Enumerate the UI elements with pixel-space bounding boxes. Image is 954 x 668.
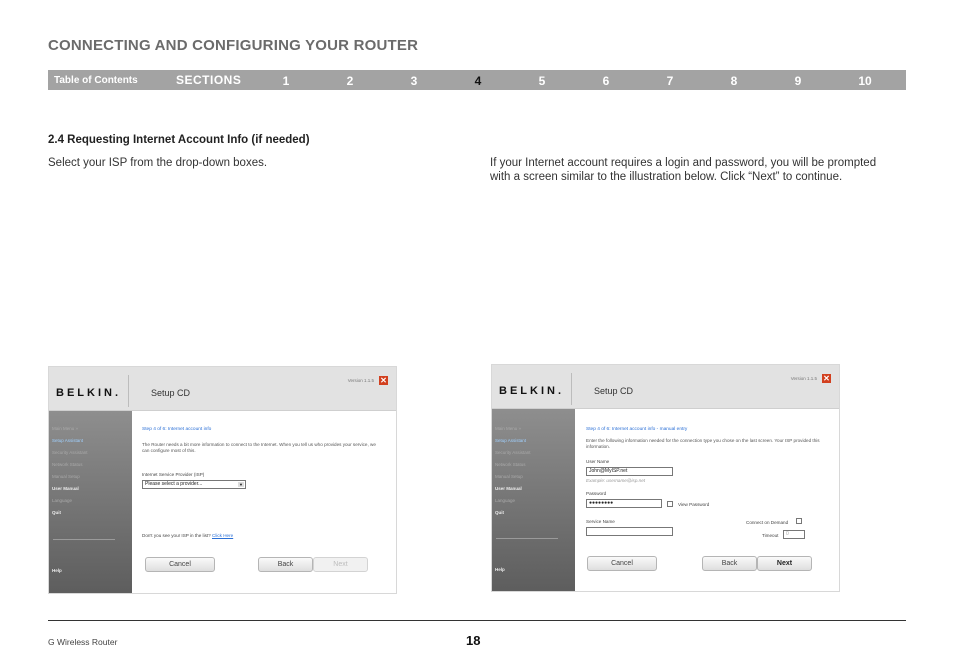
next-button[interactable]: Next bbox=[757, 556, 812, 571]
cancel-button[interactable]: Cancel bbox=[587, 556, 657, 571]
sidebar-item-main-menu[interactable]: Main Menu » bbox=[52, 426, 79, 431]
chevron-down-icon: ▼ bbox=[239, 482, 243, 487]
header-divider bbox=[571, 373, 572, 405]
sidebar-divider bbox=[53, 539, 115, 540]
setup-title: Setup CD bbox=[594, 386, 634, 396]
nav-section-10[interactable]: 10 bbox=[858, 74, 872, 88]
view-password-checkbox[interactable] bbox=[667, 501, 673, 507]
sidebar-item-help[interactable]: Help bbox=[52, 568, 62, 573]
sidebar-item-quit[interactable]: Quit bbox=[52, 510, 61, 515]
header-divider bbox=[128, 375, 129, 407]
version-label: Version 1.1.5 bbox=[347, 378, 374, 383]
nav-section-4[interactable]: 4 bbox=[474, 74, 482, 88]
view-password-label: View Password bbox=[678, 502, 710, 507]
sidebar-item-network-status[interactable]: Network Status bbox=[52, 462, 83, 467]
footer-product: G Wireless Router bbox=[48, 637, 118, 647]
version-label: Version 1.1.5 bbox=[790, 376, 817, 381]
sidebar-item-user-manual[interactable]: User Manual bbox=[52, 486, 79, 491]
setup-title: Setup CD bbox=[151, 388, 191, 398]
section-heading: 2.4 Requesting Internet Account Info (if needed) bbox=[48, 134, 310, 146]
setup-cd-isp-screenshot bbox=[48, 366, 397, 594]
setup-sidebar bbox=[49, 411, 132, 594]
back-button[interactable]: Back bbox=[258, 557, 313, 572]
close-x-icon[interactable]: ✕ bbox=[823, 374, 830, 383]
right-instruction: If your Internet account requires a login and password, you will be prompted with a screen similar to the illustration below. Click “Next” to continue. bbox=[490, 157, 877, 183]
sidebar-item-manual-setup[interactable]: Manual Setup bbox=[495, 474, 523, 479]
password-label: Password bbox=[586, 491, 607, 496]
nav-section-9[interactable]: 9 bbox=[794, 74, 802, 88]
service-name-label: Service Name bbox=[586, 519, 615, 524]
sidebar-item-manual-setup[interactable]: Manual Setup bbox=[52, 474, 80, 479]
isp-label: Internet Service Provider (ISP) bbox=[142, 472, 205, 477]
isp-select[interactable] bbox=[142, 480, 246, 489]
sidebar-item-setup-assistant[interactable]: Setup Assistant bbox=[495, 438, 527, 443]
isp-select-value: Please select a provider... bbox=[145, 481, 203, 487]
click-here-link[interactable]: Click Here bbox=[212, 533, 234, 538]
sidebar-item-security-assistant[interactable]: Security Assistant bbox=[52, 450, 88, 455]
left-instruction: Select your ISP from the drop-down boxes. bbox=[48, 157, 268, 169]
cancel-button[interactable]: Cancel bbox=[145, 557, 215, 572]
sidebar-item-user-manual[interactable]: User Manual bbox=[495, 486, 522, 491]
sidebar-item-quit[interactable]: Quit bbox=[495, 510, 504, 515]
section-nav-bar bbox=[48, 70, 906, 90]
sidebar-item-setup-assistant[interactable]: Setup Assistant bbox=[52, 438, 84, 443]
setup-header bbox=[492, 365, 839, 409]
nav-section-7[interactable]: 7 bbox=[666, 74, 674, 88]
sidebar-item-help[interactable]: Help bbox=[495, 567, 505, 572]
setup-cd-manual-entry-screenshot bbox=[491, 364, 840, 592]
back-button[interactable]: Back bbox=[702, 556, 757, 571]
nav-section-1[interactable]: 1 bbox=[282, 74, 290, 88]
step-title: Step 4 of 6: Internet account info bbox=[142, 427, 212, 432]
setup-header bbox=[49, 367, 396, 411]
username-input[interactable]: John@MyISP.net bbox=[586, 467, 673, 476]
sidebar-item-security-assistant[interactable]: Security Assistant bbox=[495, 450, 531, 455]
belkin-logo: BELKIN. bbox=[56, 387, 121, 399]
timeout-input[interactable]: 0 bbox=[783, 530, 805, 539]
sidebar-item-network-status[interactable]: Network Status bbox=[495, 462, 526, 467]
belkin-logo: BELKIN. bbox=[499, 385, 564, 397]
isp-not-listed-text: Don't you see your ISP in the list? bbox=[142, 533, 211, 538]
username-label: User Name bbox=[586, 459, 610, 464]
connect-on-demand-checkbox[interactable] bbox=[796, 518, 802, 524]
password-input[interactable]: ●●●●●●●● bbox=[586, 499, 662, 508]
page-title: CONNECTING AND CONFIGURING YOUR ROUTER bbox=[48, 37, 419, 54]
close-x-icon[interactable]: ✕ bbox=[380, 376, 387, 385]
nav-section-8[interactable]: 8 bbox=[730, 74, 738, 88]
step-description: Enter the following information needed for the connection type you chose on the last screen. Your ISP provided this information. bbox=[586, 438, 820, 449]
sidebar-item-main-menu[interactable]: Main Menu » bbox=[495, 426, 522, 431]
footer-divider bbox=[48, 620, 906, 621]
nav-section-5[interactable]: 5 bbox=[538, 74, 546, 88]
step-description: The Router needs a bit more information to connect to the Internet. When you tell us who provides your service, we can configure most of this. bbox=[142, 442, 376, 453]
setup-sidebar bbox=[492, 409, 575, 592]
service-name-input[interactable] bbox=[586, 527, 673, 536]
nav-section-6[interactable]: 6 bbox=[602, 74, 610, 88]
sidebar-item-language[interactable]: Language bbox=[495, 498, 516, 503]
nav-section-3[interactable]: 3 bbox=[410, 74, 418, 88]
step-title: Step 4 of 6: Internet account info - manual entry bbox=[586, 427, 688, 432]
isp-not-listed bbox=[142, 533, 233, 538]
next-button[interactable]: Next bbox=[313, 557, 368, 572]
table-of-contents-link[interactable]: Table of Contents bbox=[54, 75, 138, 86]
nav-section-2[interactable]: 2 bbox=[346, 74, 354, 88]
timeout-label: Timeout bbox=[762, 533, 779, 538]
sections-label: SECTIONS bbox=[176, 73, 242, 87]
username-example: Example: username@isp.net bbox=[586, 478, 646, 483]
sidebar-divider bbox=[496, 538, 558, 539]
page-number: 18 bbox=[466, 633, 481, 648]
sidebar-item-language[interactable]: Language bbox=[52, 498, 73, 503]
connect-on-demand-label: Connect on Demand bbox=[746, 520, 789, 525]
